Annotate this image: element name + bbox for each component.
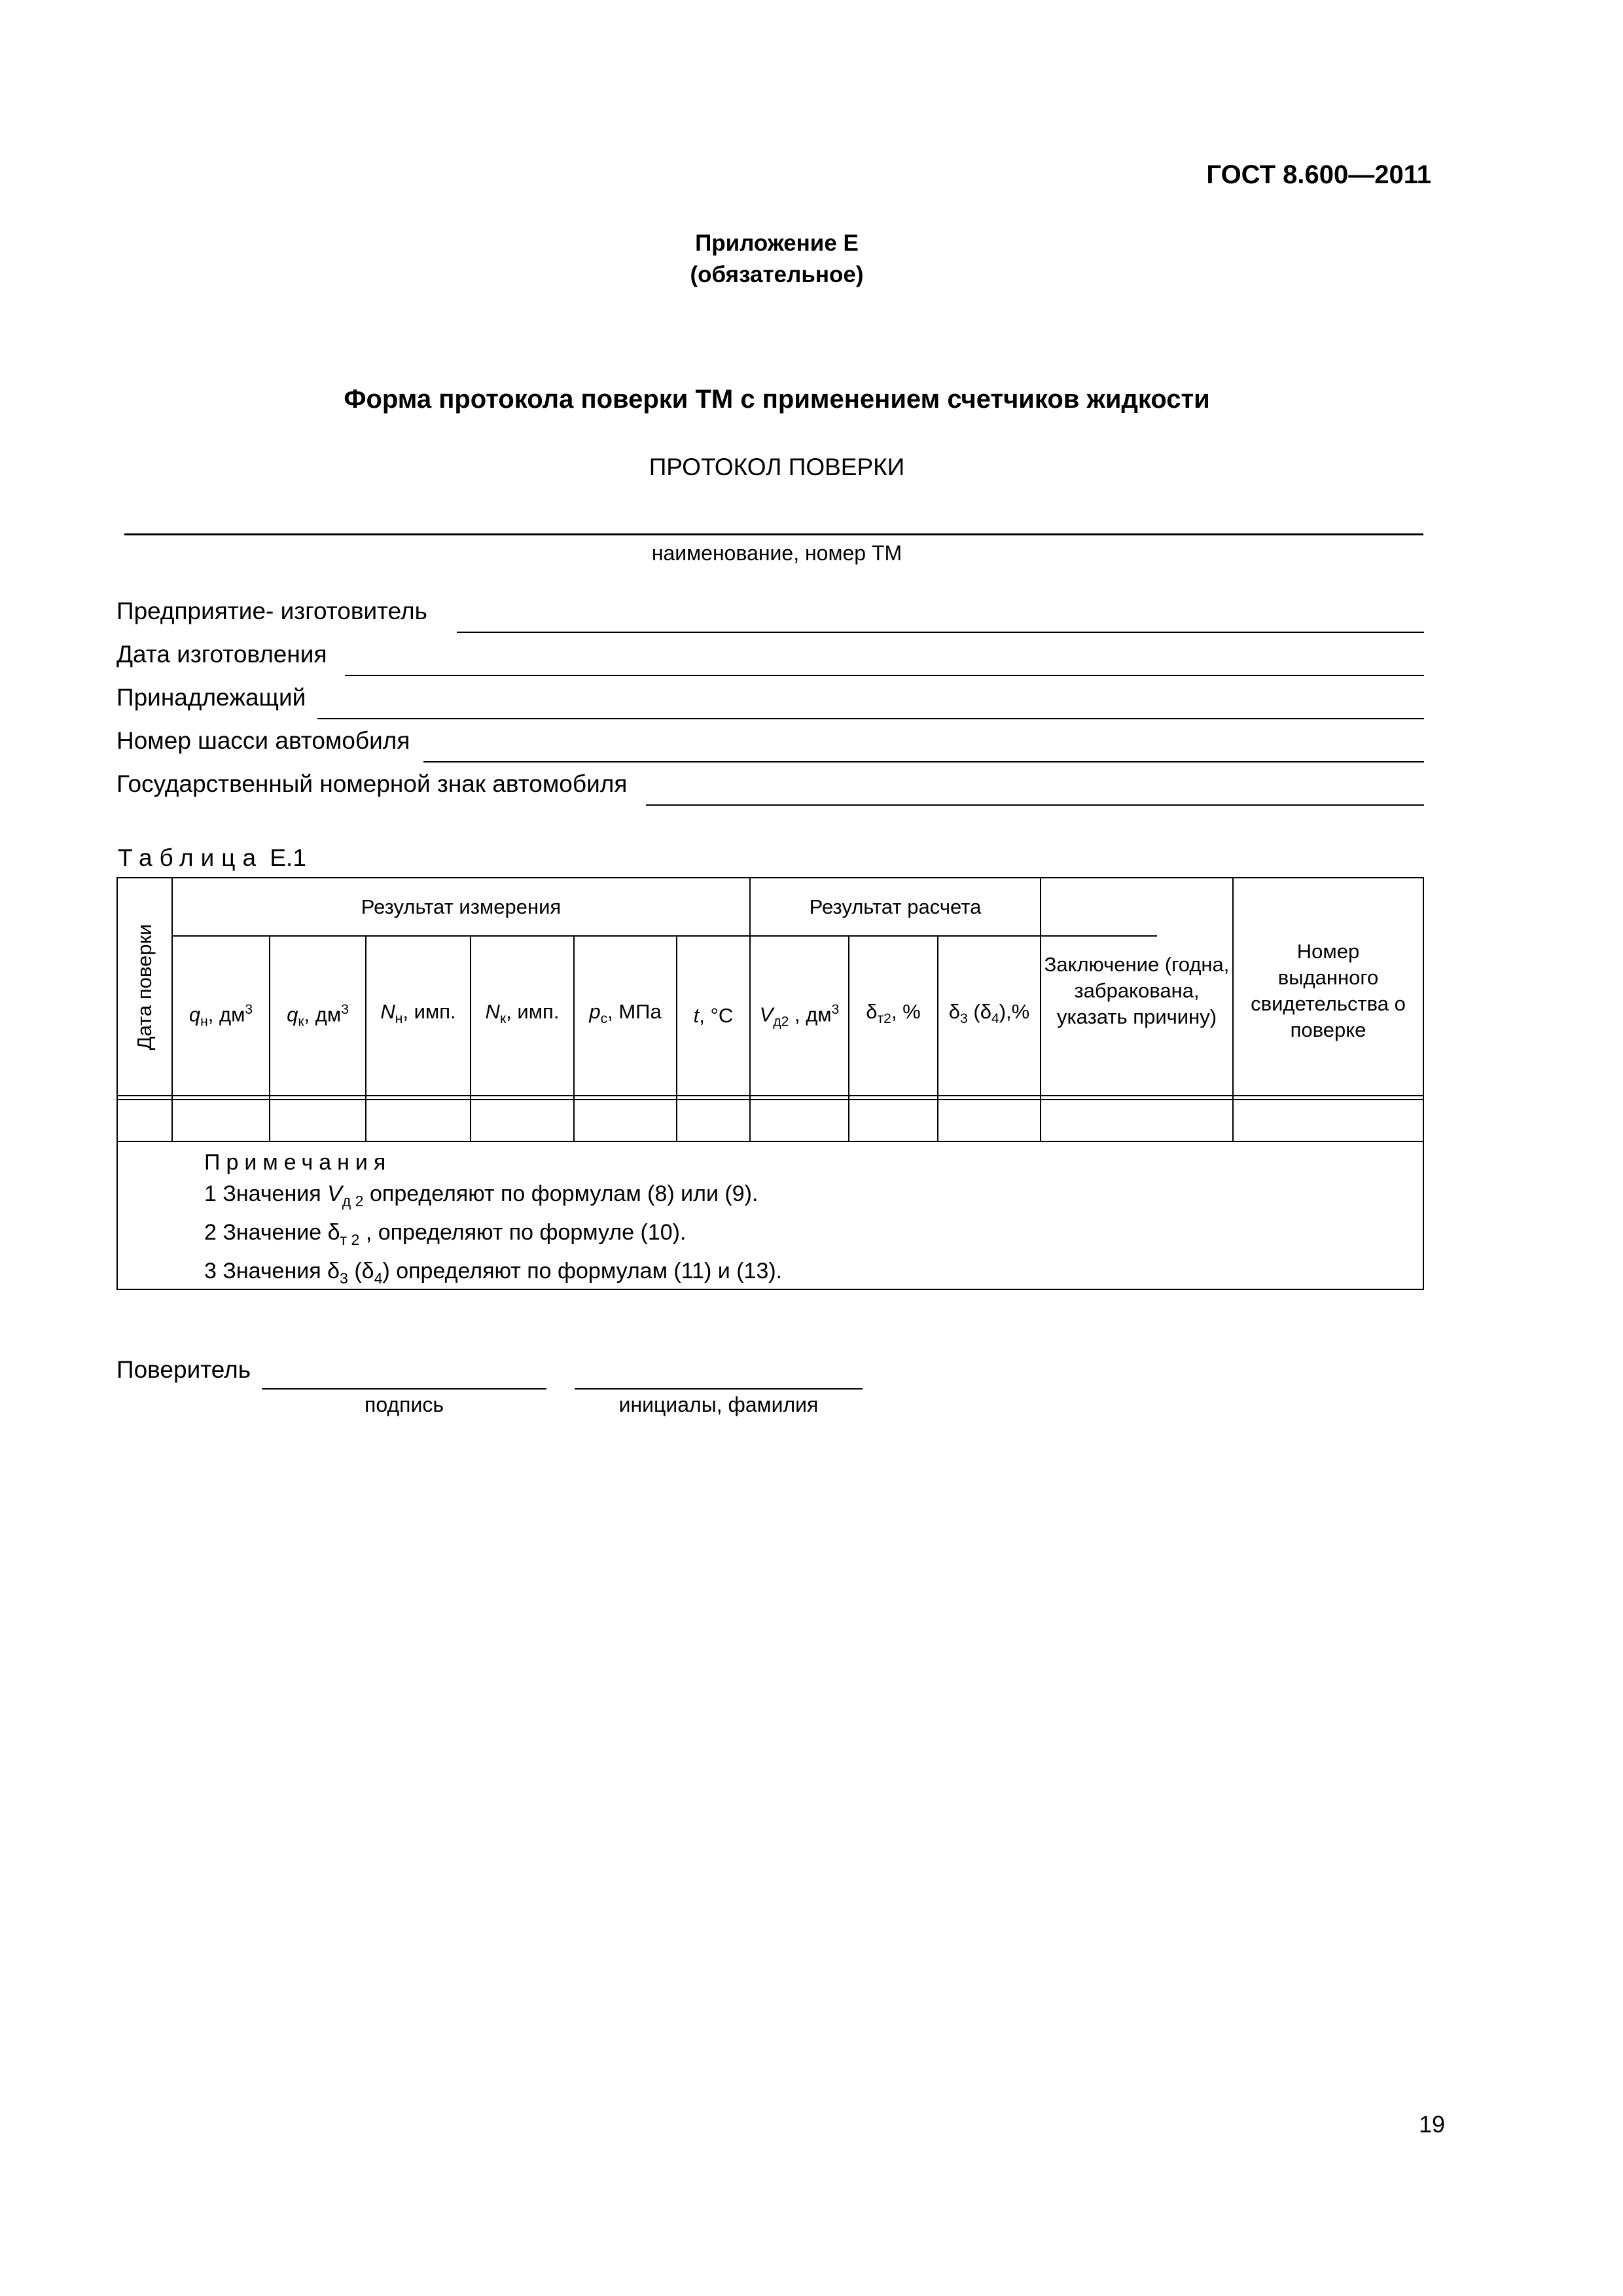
note-2: 2 Значение $\delta_{т 2}$ , определяют по формуле (10). [204,1219,687,1248]
page-number: 19 [1418,2111,1445,2138]
appendix-title: Приложение Е [695,230,859,256]
verification-table [116,877,1424,1290]
field-line-owner[interactable] [317,718,1424,719]
note-3: 3 Значения $\delta_3$ $(\delta_4)$ определяют по формулам (11) и (13). [204,1258,783,1287]
notes-title: Примечания [204,1150,392,1175]
column-header-certificate: Номер выданного свидетельства о поверке [1251,939,1406,1041]
protocol-title: ПРОТОКОЛ ПОВЕРКИ [649,454,905,480]
field-line-license-plate[interactable] [646,804,1424,806]
column-header-Nk: $N_к$, имп. [485,1000,560,1027]
field-label-manufacturer: Предприятие- изготовитель [116,598,427,624]
column-header-qk: $q_к$, $дм^3$ [287,1001,349,1030]
column-group-calculation: Результат расчета [809,895,982,918]
standard-number: ГОСТ 8.600—2011 [1206,160,1431,189]
name-line [124,533,1423,535]
column-header-conclusion: Заключение (годна, забракована, указать причину) [1044,952,1230,1028]
table-notes [204,1147,782,1293]
table-row-empty[interactable] [118,1100,1423,1141]
field-line-manufacturer[interactable] [457,632,1424,633]
column-header-temperature: t, °С [693,1004,734,1027]
field-line-manufacture-date[interactable] [345,675,1424,676]
verifier-label: Поверитель [116,1356,251,1383]
column-header-pressure: $p_с$, МПа [589,1000,662,1027]
field-label-manufacture-date: Дата изготовления [116,641,327,668]
field-label-chassis-number: Номер шасси автомобиля [116,727,410,754]
column-header-date: Дата поверки [133,924,156,1050]
form-title: Форма протокола поверки ТМ с применением счетчиков жидкости [344,385,1210,414]
field-label-license-plate: Государственный номерной знак автомобиля [116,770,628,797]
name-caption: наименование, номер ТМ [651,541,902,565]
signature-line[interactable] [262,1388,546,1390]
column-header-Nn: $N_н$, имп. [380,1000,456,1027]
name-caption-signature: инициалы, фамилия [618,1393,819,1416]
column-header-qn: $q_н$, $дм^3$ [188,1001,253,1030]
table-label [118,844,306,872]
field-label-owner: Принадлежащий [116,684,306,711]
name-line-signature[interactable] [575,1388,863,1390]
note-1: 1 Значения $V_{д 2}$ определяют по формулам (8) или (9). [204,1181,758,1210]
signature-caption: подпись [365,1393,444,1416]
column-header-delta-t2: $\delta_{т2}$, % [866,1000,921,1027]
column-header-delta-3-4: $\delta_3$ $(\delta_4),\%$ [948,1000,1030,1027]
appendix-status: (обязательное) [690,262,864,287]
table-label-number: Е.1 [270,844,306,871]
column-group-measurement: Результат измерения [361,895,562,918]
table-label-word: Таблица [118,844,264,871]
field-line-chassis-number[interactable] [423,761,1424,762]
column-header-volume: $V_{д2}$ , $дм^3$ [759,1001,840,1030]
